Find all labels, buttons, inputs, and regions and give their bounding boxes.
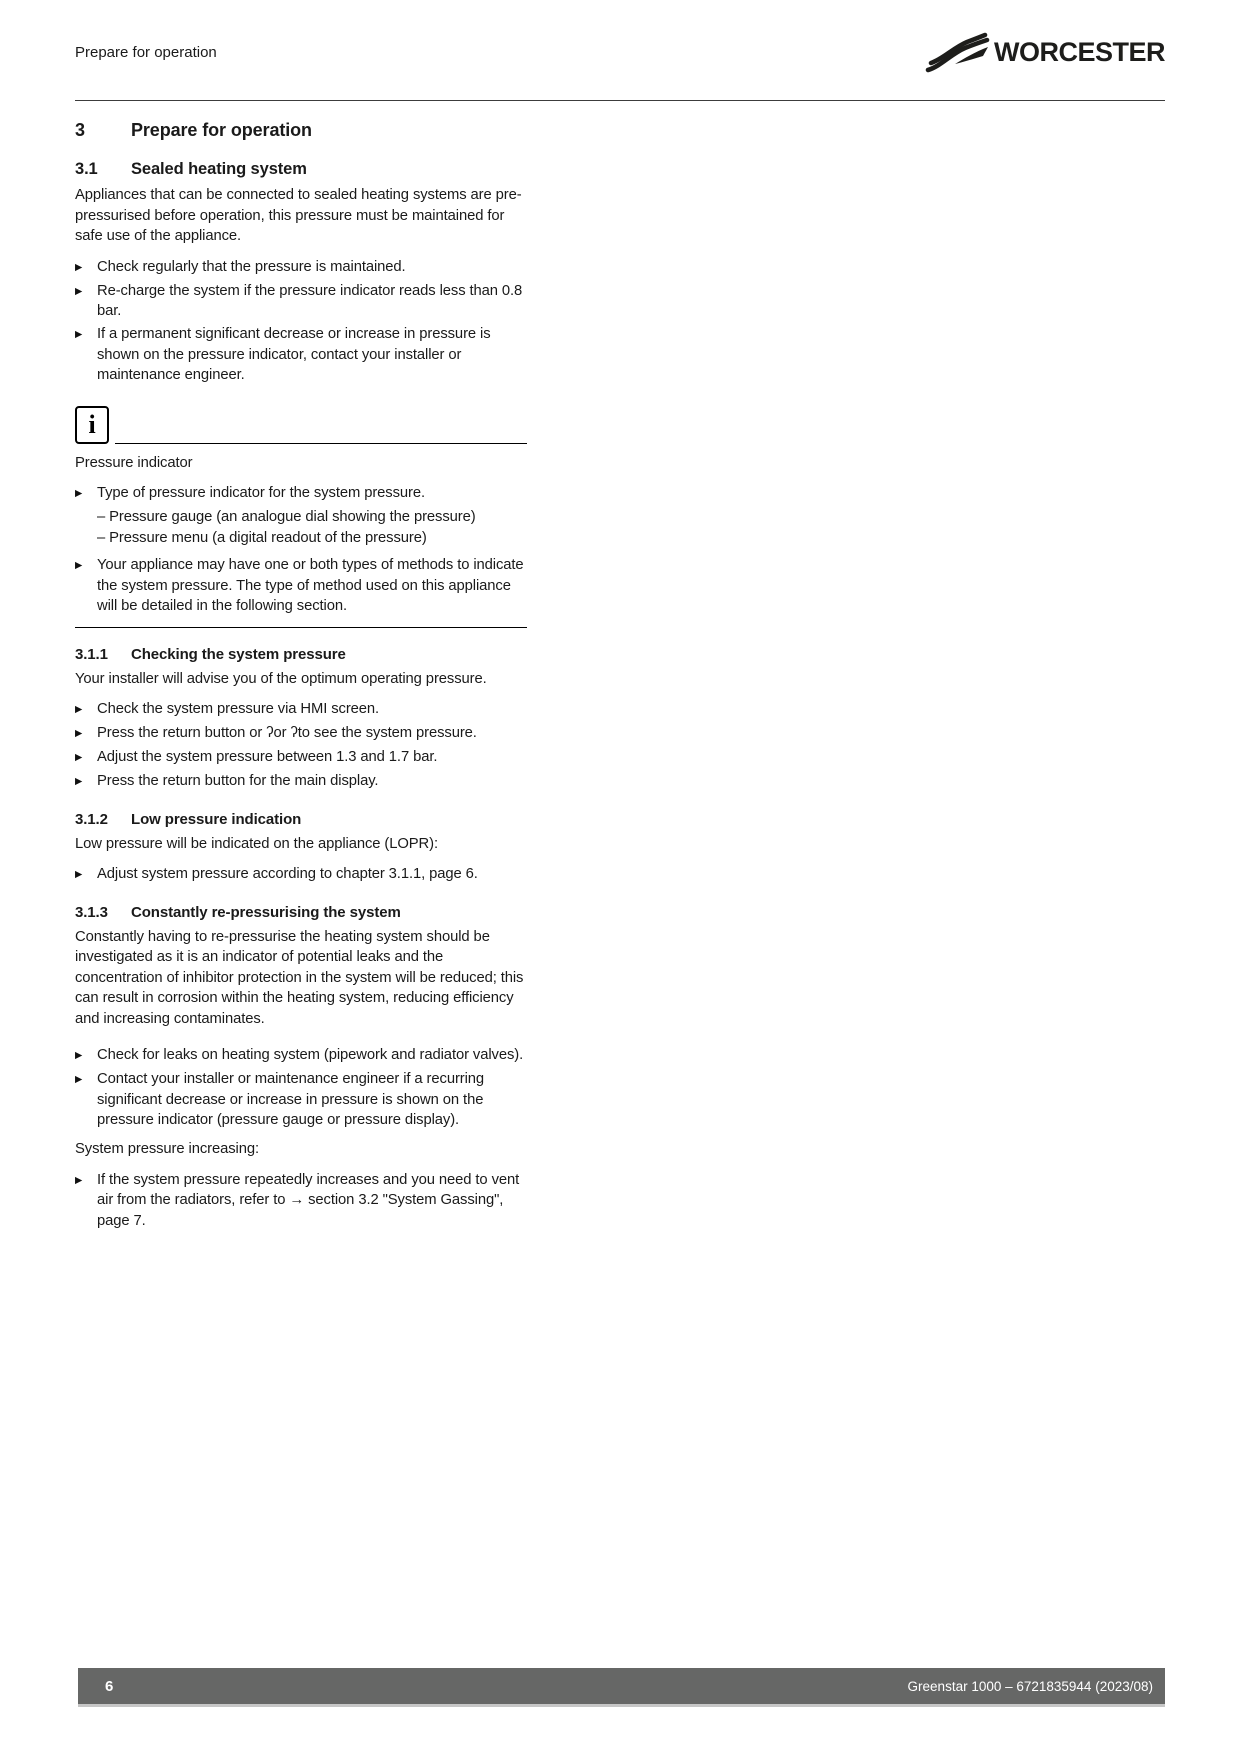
- bullet-item: [75, 324, 527, 386]
- chapter-number: 3: [75, 120, 85, 140]
- bullet-text: Press the return button for the main display.: [97, 773, 379, 789]
- chapter-title: Prepare for operation: [131, 120, 312, 140]
- bullet-item: [75, 555, 527, 617]
- info-icon: i: [75, 406, 109, 444]
- bullet-triangle-icon: ▶: [75, 560, 83, 571]
- bullet-triangle-icon: ▶: [75, 728, 83, 739]
- bullet-triangle-icon: ▶: [75, 752, 83, 763]
- info-note-closing-rule: [75, 627, 527, 628]
- section-heading-3-1-2: [75, 810, 527, 830]
- footer-bar: [78, 1668, 1165, 1707]
- section-number: 3.1.1: [75, 645, 108, 663]
- document-content: [75, 110, 527, 1234]
- section-title: Sealed heating system: [131, 160, 307, 178]
- section-title: Low pressure indication: [131, 810, 302, 828]
- bullet-item: [75, 1069, 527, 1131]
- bullet-text: Adjust the system pressure between 1.3 and 1.7 bar.: [97, 749, 438, 765]
- bullet-text: Check for leaks on heating system (pipework and radiator valves).: [97, 1047, 524, 1063]
- bullet-triangle-icon: ▶: [75, 488, 83, 499]
- bullet-triangle-icon: ▶: [75, 285, 83, 297]
- bullet-triangle-icon: ▶: [75, 776, 83, 787]
- info-note-body: [75, 453, 527, 617]
- bullet-item: [75, 747, 527, 769]
- bullet-item: [75, 699, 527, 721]
- bullet-item: [75, 864, 527, 886]
- section-number: 3.1.3: [75, 903, 108, 921]
- brand-logo: [925, 30, 1165, 74]
- bullet-text: Contact your installer or maintenance engineer if a recurring significant decrease or increase in pressure is shown on the pressure indicator (pressure gauge or pressure display).: [97, 1071, 485, 1128]
- bullet-text: Check the system pressure via HMI screen.: [97, 701, 380, 717]
- note-title: Pressure indicator: [75, 454, 193, 471]
- bullet-text: If a permanent significant decrease or increase in pressure is shown on the pressure indicator, contact your installer or maintenance engineer.: [97, 326, 491, 383]
- bullet-item: [75, 257, 527, 279]
- paragraph: Constantly having to re-pressurise the heating system should be investigated as it is an indicator of potential leaks and the concentration of inhibitor protection in the system will be reduced; this can result in corrosion within the heating system, reducing efficiency and increasing contaminates.: [75, 928, 524, 1027]
- worcester-swoosh-icon: [925, 30, 991, 74]
- section-title: Constantly re-pressurising the system: [131, 903, 401, 921]
- running-header-title: Prepare for operation: [75, 44, 217, 61]
- section-number: 3.1.2: [75, 810, 108, 828]
- sub-bullet-item: – Pressure gauge (an analogue dial showing the pressure): [97, 509, 476, 525]
- bullet-text: Re-charge the system if the pressure indicator reads less than 0.8 bar.: [97, 282, 523, 319]
- bullet-text: Press the return button or ʔor ʔto see the system pressure.: [97, 725, 477, 741]
- bullet-text: Your appliance may have one or both types of methods to indicate the system pressure. The type of method used on this appliance will be detailed in the following section.: [97, 557, 524, 614]
- sub-bullet-item: – Pressure menu (a digital readout of the pressure): [97, 530, 427, 546]
- bullet-triangle-icon: ▶: [75, 704, 83, 715]
- bullet-triangle-icon: ▶: [75, 1174, 83, 1186]
- bullet-item: [75, 723, 527, 745]
- section-title: Checking the system pressure: [131, 645, 346, 663]
- bullet-item: [75, 483, 527, 505]
- bullet-text: Check regularly that the pressure is maintained.: [97, 258, 406, 275]
- bullet-text: Adjust system pressure according to chapter 3.1.1, page 6.: [97, 866, 478, 882]
- bullet-triangle-icon: ▶: [75, 1074, 83, 1085]
- brand-logo-text: WORCESTER: [994, 36, 1165, 67]
- bullet-item: [75, 1170, 527, 1232]
- chapter-heading: [75, 118, 527, 142]
- section-heading-3-1: [75, 158, 527, 180]
- document-reference: Greenstar 1000 – 6721835944 (2023/08): [907, 1678, 1153, 1694]
- bullet-triangle-icon: ▶: [75, 869, 83, 880]
- info-note-header: [75, 406, 527, 444]
- info-note: [75, 406, 527, 628]
- info-note-rule: [115, 443, 527, 444]
- bullet-text: Type of pressure indicator for the system pressure.: [97, 485, 425, 501]
- paragraph: System pressure increasing:: [75, 1141, 259, 1157]
- paragraph: Low pressure will be indicated on the appliance (LOPR):: [75, 835, 438, 852]
- paragraph: Appliances that can be connected to sealed heating systems are pre-pressurised before operation, this pressure must be maintained for safe use of the appliance.: [75, 187, 522, 244]
- header-divider: [75, 100, 1165, 101]
- bullet-item: [75, 281, 527, 322]
- bullet-triangle-icon: ▶: [75, 1050, 83, 1061]
- bullet-item: [75, 771, 527, 793]
- page-number: 6: [105, 1677, 114, 1695]
- paragraph: Your installer will advise you of the optimum operating pressure.: [75, 670, 487, 687]
- section-number: 3.1: [75, 160, 98, 178]
- bullet-text: If the system pressure repeatedly increases and you need to vent air from the radiators, refer to → section 3.2 "System Gassing", page 7.: [97, 1171, 520, 1229]
- section-heading-3-1-3: [75, 903, 527, 923]
- section-heading-3-1-1: [75, 645, 527, 665]
- bullet-triangle-icon: ▶: [75, 329, 83, 340]
- bullet-item: [75, 1045, 527, 1067]
- bullet-triangle-icon: ▶: [75, 261, 83, 273]
